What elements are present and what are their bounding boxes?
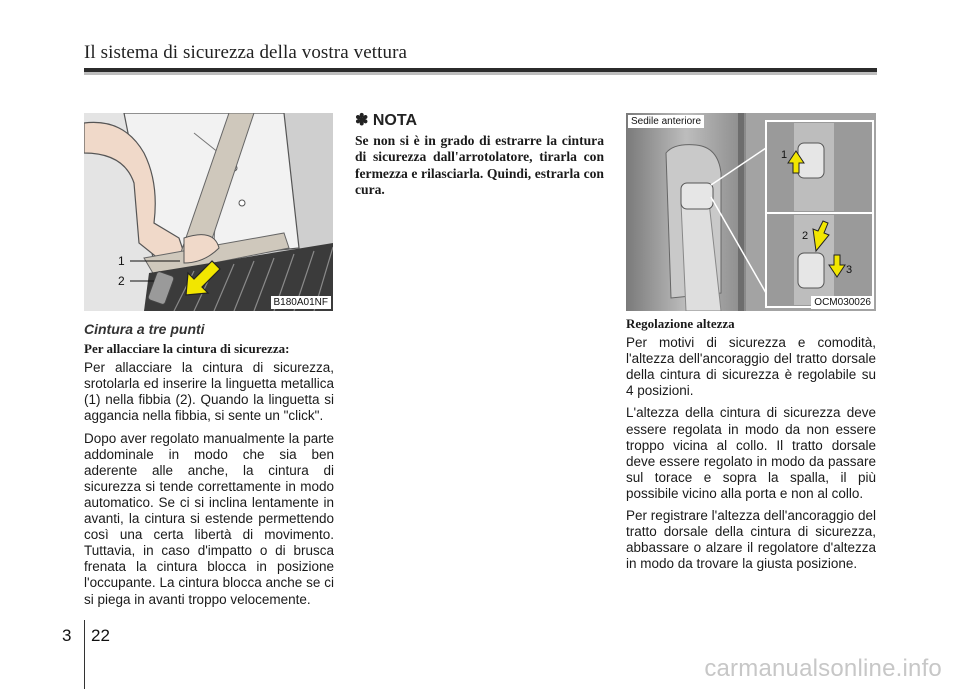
section-number: 3 (62, 626, 72, 645)
callout-2: 2 (118, 274, 125, 288)
section-subtitle: Cintura a tre punti (84, 321, 205, 337)
height-adjust-illustration (626, 113, 876, 311)
section-heading: Per allacciare la cintura di sicurezza: (84, 341, 290, 357)
page-header-title: Il sistema di sicurezza della vostra vettura (84, 42, 408, 63)
note-title-text: NOTA (372, 112, 417, 129)
watermark: carmanualsonline.info (704, 655, 942, 682)
paragraph: L'altezza della cintura di sicurezza deve essere regolata in modo da non essere troppo vicina al collo. Il tratto dorsale deve essere regolato in modo da passare sul torace e sopra la spalla, il più possibile vicino alla porta e non al collo. (626, 405, 876, 501)
paragraph: Per registrare l'altezza dell'ancoraggio del tratto dorsale della cintura di sicurezza, abbassare o alzare il regolatore d'altezza in modo da trovare la giusta posizione. (626, 508, 876, 572)
callout-3: 3 (846, 264, 853, 276)
anchor-icon (681, 183, 713, 209)
note-text: Se non si è in grado di estrarre la cintura di sicurezza dall'arrotolatore, tirarla con fermezza e rilasciarla. Quindi, estrarla con cura. (355, 133, 604, 197)
figure-code: B180A01NF (271, 296, 331, 309)
paragraph: Dopo aver regolato manualmente la parte addominale in modo che sia ben aderente alle anche, la cintura di sicurezza si tende correttamente in modo automatico. Se ci si inclina lentamente in avanti, la cintura si estende permettendo così una certa libertà di movimento. Tuttavia, in caso d'impatto o di brusca frenata la cintura blocca in posizione l'occupante. La cintura blocca anche se ci si piega in avanti troppo velocemente. (84, 430, 334, 607)
section-heading: Regolazione altezza (626, 316, 735, 331)
callout-2: 2 (802, 230, 809, 242)
seatbelt-fastening-illustration (84, 113, 333, 311)
paragraph: Per allacciare la cintura di sicurezza, srotolarla ed inserire la linguetta metallica (1) nella fibbia (2). Quando la linguetta si aggancia nella fibbia, si sente un "click". (84, 360, 334, 424)
seatbelt-fastening-figure (84, 113, 333, 311)
left-column (84, 315, 334, 614)
note-title (355, 113, 604, 129)
footer-divider (84, 620, 85, 689)
header-rule-shadow (84, 72, 877, 75)
paragraph: Per motivi di sicurezza e comodità, l'altezza dell'ancoraggio del tratto dorsale della cintura di sicurezza è regolabile su 4 posizioni. (626, 335, 876, 399)
note-box (355, 113, 604, 198)
height-adjust-figure (626, 113, 876, 311)
callout-1: 1 (781, 149, 788, 161)
note-symbol-icon: ✽ (355, 112, 369, 129)
page-number: 22 (91, 626, 110, 645)
callout-1: 1 (118, 254, 125, 268)
right-column (626, 316, 876, 578)
figure-label: Sedile anteriore (628, 115, 704, 128)
figure-code: OCM030026 (811, 296, 874, 309)
